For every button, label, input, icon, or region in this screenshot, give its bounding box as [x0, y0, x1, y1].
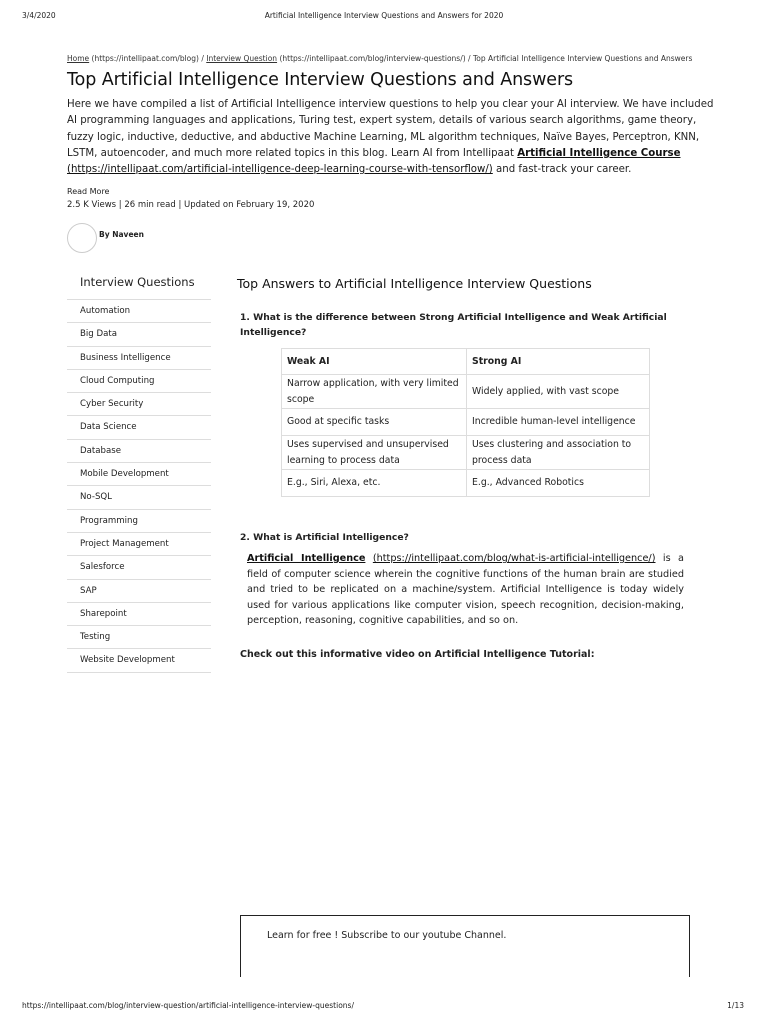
breadcrumb-interview-question-link[interactable]: Interview Question [206, 54, 278, 63]
ai-course-link-label: Artificial Intelligence Course [517, 147, 681, 159]
table-header-cell: Weak AI [282, 349, 467, 375]
article-meta: 2.5 K Views | 26 min read | Updated on February 19, 2020 [67, 200, 315, 210]
table-row [282, 436, 650, 470]
intro-tail: and fast-track your career. [492, 164, 632, 176]
breadcrumb-home-link[interactable]: Home [67, 54, 90, 63]
sidebar-item-salesforce[interactable]: Salesforce [67, 556, 211, 579]
breadcrumb-separator: / [465, 54, 473, 63]
youtube-subscribe-box [240, 915, 690, 977]
breadcrumb-iq-url: (https://intellipaat.com/blog/interview-questions/) [279, 54, 466, 63]
question-2: 2. What is Artificial Intelligence? [240, 532, 409, 543]
print-url: https://intellipaat.com/blog/interview-question/artificial-intelligence-interview-questions/ [22, 1001, 354, 1010]
table-row [282, 470, 650, 497]
table-cell: Incredible human-level intelligence [467, 409, 650, 436]
print-date: 3/4/2020 [22, 11, 56, 20]
table-cell: Narrow application, with very limited scope [282, 375, 467, 409]
read-more-link[interactable]: Read More [67, 187, 110, 196]
answer-2 [247, 551, 684, 629]
ai-blog-url-link[interactable]: (https://intellipaat.com/blog/what-is-artificial-intelligence/) [372, 553, 656, 564]
breadcrumb-separator: / [198, 54, 207, 63]
sidebar-item-testing[interactable]: Testing [67, 626, 211, 649]
author-avatar [67, 223, 97, 253]
youtube-subscribe-text: Learn for free ! Subscribe to our youtube Channel. [267, 930, 507, 941]
ai-blog-link-label: Artificial Intelligence [247, 553, 366, 564]
table-cell: Uses clustering and association to process data [467, 436, 650, 470]
sidebar-item-database[interactable]: Database [67, 440, 211, 463]
table-cell: Good at specific tasks [282, 409, 467, 436]
print-page-number: 1/13 [727, 1001, 744, 1010]
sidebar-item-business-intelligence[interactable]: Business Intelligence [67, 347, 211, 370]
sidebar-item-sap[interactable]: SAP [67, 580, 211, 603]
breadcrumb-home-url: (https://intellipaat.com/blog) [91, 54, 199, 63]
sidebar-item-sharepoint[interactable]: Sharepoint [67, 603, 211, 626]
sidebar-item-cloud-computing[interactable]: Cloud Computing [67, 370, 211, 393]
sidebar-item-project-management[interactable]: Project Management [67, 533, 211, 556]
ai-blog-link[interactable] [247, 553, 365, 564]
sidebar-item-data-science[interactable]: Data Science [67, 416, 211, 439]
table-cell: E.g., Advanced Robotics [467, 470, 650, 497]
table-cell: E.g., Siri, Alexa, etc. [282, 470, 467, 497]
table-cell: Uses supervised and unsupervised learning to process data [282, 436, 467, 470]
breadcrumb [67, 54, 692, 63]
sidebar-item-cyber-security[interactable]: Cyber Security [67, 393, 211, 416]
video-prompt: Check out this informative video on Artificial Intelligence Tutorial: [240, 649, 595, 660]
table-header-row [282, 349, 650, 375]
comparison-table [281, 348, 650, 497]
table-row [282, 375, 650, 409]
section-heading: Top Answers to Artificial Intelligence Interview Questions [237, 276, 592, 291]
sidebar-item-programming[interactable]: Programming [67, 510, 211, 533]
table-cell: Widely applied, with vast scope [467, 375, 650, 409]
breadcrumb-current: Top Artificial Intelligence Interview Questions and Answers [472, 54, 693, 63]
author-name: By Naveen [99, 230, 144, 239]
sidebar-list [67, 299, 211, 673]
ai-course-url-link[interactable]: (https://intellipaat.com/artificial-intelligence-deep-learning-course-with-tensorflow/) [67, 164, 493, 176]
question-1: 1. What is the difference between Strong Artificial Intelligence and Weak Artificial Intelligence? [240, 312, 667, 338]
sidebar-item-website-development[interactable]: Website Development [67, 649, 211, 672]
sidebar-item-mobile-development[interactable]: Mobile Development [67, 463, 211, 486]
table-row [282, 409, 650, 436]
sidebar-item-no-sql[interactable]: No-SQL [67, 486, 211, 509]
sidebar-item-automation[interactable]: Automation [67, 300, 211, 323]
article-title: Top Artificial Intelligence Interview Questions and Answers [67, 70, 574, 90]
article-intro [67, 97, 717, 178]
sidebar-heading: Interview Questions [80, 275, 195, 289]
intro-text: Here we have compiled a list of Artificial Intelligence interview questions to help you clear your AI interview. We have included AI programming languages and applications, Turing test, expert system, details of various search algorithms, game theory, fuzzy logic, inductive, deductive, and abductive Machine Learning, ML algorithm techniques, Naïve Bayes, Perceptron, KNN, LSTM, autoencoder, and much more related topics in this blog. Learn AI from Intellipaat [67, 99, 714, 159]
sidebar-item-big-data[interactable]: Big Data [67, 323, 211, 346]
answer-2-text: is a field of computer science wherein the cognitive functions of the human brain are studied and tried to be replicated on a machine/system. Artificial Intelligence is today widely used for various applications like computer vision, speech recognition, decision-making, perception, reasoning, cognitive capabilities, and so on. [247, 553, 684, 626]
table-header-cell: Strong AI [467, 349, 650, 375]
ai-course-link[interactable] [517, 148, 680, 159]
print-page-title: Artificial Intelligence Interview Questions and Answers for 2020 [264, 11, 504, 20]
